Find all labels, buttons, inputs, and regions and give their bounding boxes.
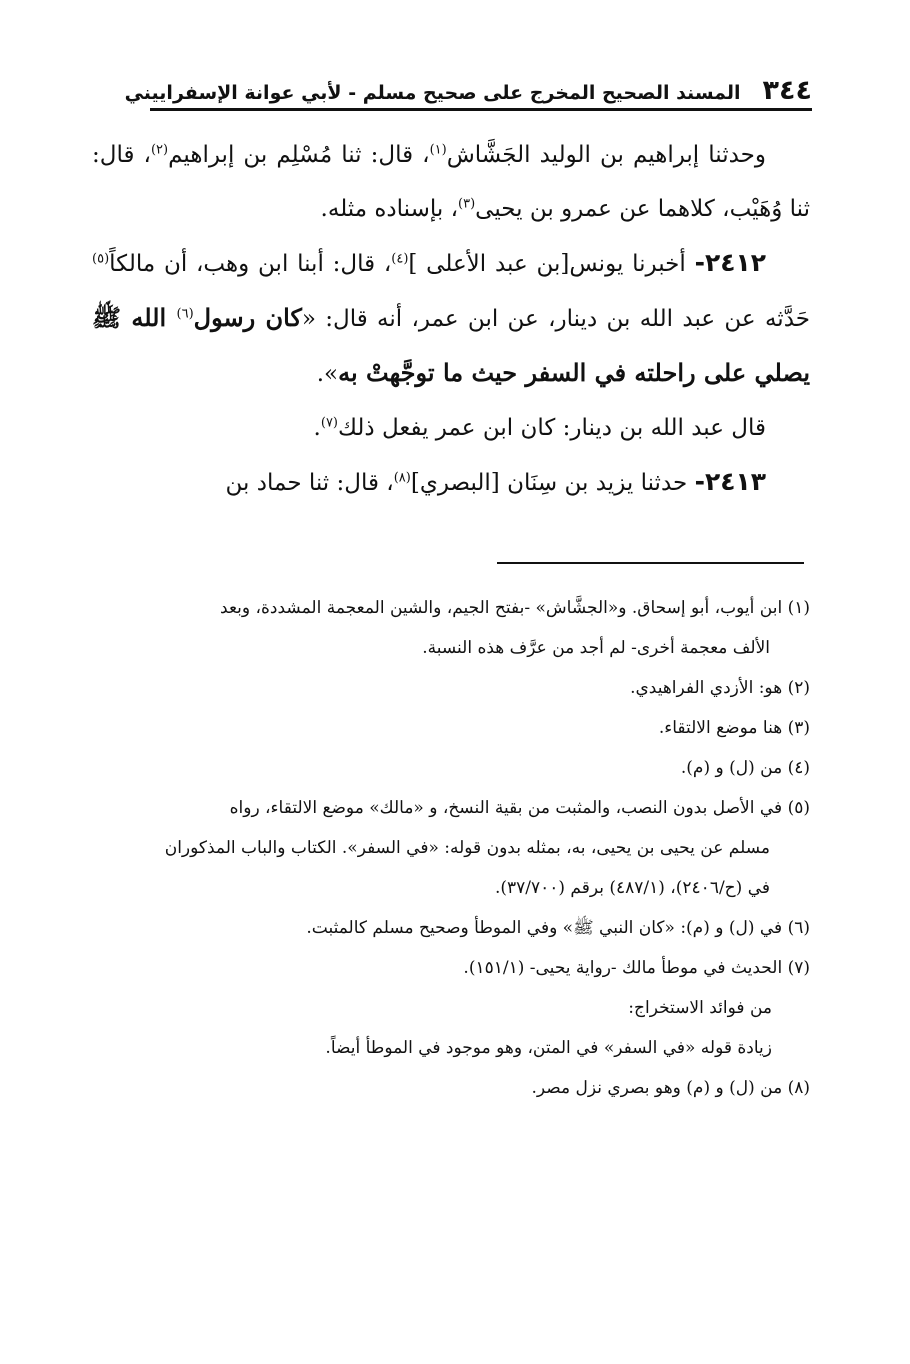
- page-header: [124, 68, 812, 111]
- text-segment: حَدَّثه عن عبد الله بن دينار، عن ابن عمر، أنه قال: «: [301, 306, 810, 332]
- text-segment: ، بإسناده مثله.: [320, 196, 459, 222]
- footnote-3: (٣) هنا موضع الالتقاء.: [658, 718, 810, 738]
- footnotes: [92, 588, 810, 1108]
- footnote-ref-3: (٣): [458, 196, 476, 212]
- text-segment: ، قال: ثنا مُسْلِم بن إبراهيم: [168, 142, 430, 168]
- footnote-ref-5: (٥): [92, 251, 110, 267]
- footnote-ref-6: (٦): [176, 306, 194, 322]
- footnote-ref-1: (١): [429, 142, 447, 158]
- footnote-1-continued: الألف معجمة أخرى- لم أجد من عرَّف هذه النسبة.: [422, 638, 770, 658]
- footnote-6: (٦) في (ل) و (م): «كان النبي ﷺ» وفي الموطأ وصحيح مسلم كالمثبت.: [306, 918, 810, 938]
- page-number: ٣٤٤: [762, 75, 812, 107]
- footnote-5: (٥) في الأصل بدون النصب، والمثبت من بقية النسخ، و «مالك» موضع الالتقاء، رواه: [229, 798, 810, 818]
- footnote-4: (٤) من (ل) و (م).: [680, 758, 810, 778]
- footnote-ref-4: (٤): [391, 251, 409, 267]
- text-segment: أخبرنا يونس[بن عبد الأعلى ]: [408, 251, 695, 277]
- hadith-number: ٢٤١٢-: [694, 248, 766, 277]
- hadith-number: ٢٤١٣-: [694, 467, 766, 496]
- footnote-ref-8: (٨): [393, 470, 411, 486]
- hadith-matn: كان رسول: [193, 303, 302, 332]
- footnote-5-continued: مسلم عن يحيى بن يحيى، به، بمثله بدون قوله: «في السفر». الكتاب والباب المذكوران: [164, 838, 770, 858]
- text-segment: .: [313, 415, 321, 441]
- footnote-8: (٨) من (ل) و (م) وهو بصري نزل مصر.: [531, 1078, 810, 1098]
- footnote-separator: [497, 562, 804, 564]
- footnote-ref-7: (٧): [320, 415, 338, 431]
- footnote-5-continued: في (ح/٢٤٠٦)، (٤٨٧/١) برقم (٣٧/٧٠٠).: [494, 878, 770, 898]
- footnote-ref-2: (٢): [150, 142, 169, 158]
- running-title: المسند الصحيح المخرج على صحيح مسلم - لأبي عوانة الإسفراييني: [124, 82, 741, 105]
- text-segment: ».: [316, 361, 339, 387]
- hadith-2413: [92, 455, 810, 510]
- text-segment: ، قال: أبنا ابن وهب، أن مالكاً: [109, 251, 392, 277]
- text-segment: ، قال: ثنا حماد بن: [225, 470, 394, 496]
- footnote-2: (٢) هو: الأزدي الفراهيدي.: [630, 678, 810, 698]
- footnote-7: (٧) الحديث في موطأ مالك -رواية يحيى- (١٥١/١).: [463, 958, 810, 978]
- footnote-1: (١) ابن أيوب، أبو إسحاق. و«الجشَّاش» -بفتح الجيم، والشين المعجمة المشددة، وبعد: [220, 598, 810, 618]
- footnote-7-benefit: زيادة قوله «في السفر» في المتن، وهو موجود في الموطأ أيضاً.: [325, 1038, 772, 1058]
- hadith-2412: [92, 236, 810, 401]
- main-text: [92, 128, 810, 510]
- footnote-7-benefits-heading: من فوائد الاستخراج:: [628, 998, 772, 1018]
- text-segment: ، قال: ثنا وُهَيْب، كلاهما عن عمرو بن يحيى: [92, 142, 810, 222]
- paragraph-chain: [92, 128, 810, 236]
- hadith-matn: الله ﷺ يصلي على راحلته في السفر حيث ما توجَّهتْ به: [92, 303, 810, 387]
- paragraph-comment: [92, 401, 810, 455]
- text-segment: وحدثنا إبراهيم بن الوليد الجَشَّاش: [446, 142, 766, 168]
- text-segment: حدثنا يزيد بن سِنَان [البصري]: [410, 470, 695, 496]
- text-segment: قال عبد الله بن دينار: كان ابن عمر يفعل ذلك: [338, 415, 766, 441]
